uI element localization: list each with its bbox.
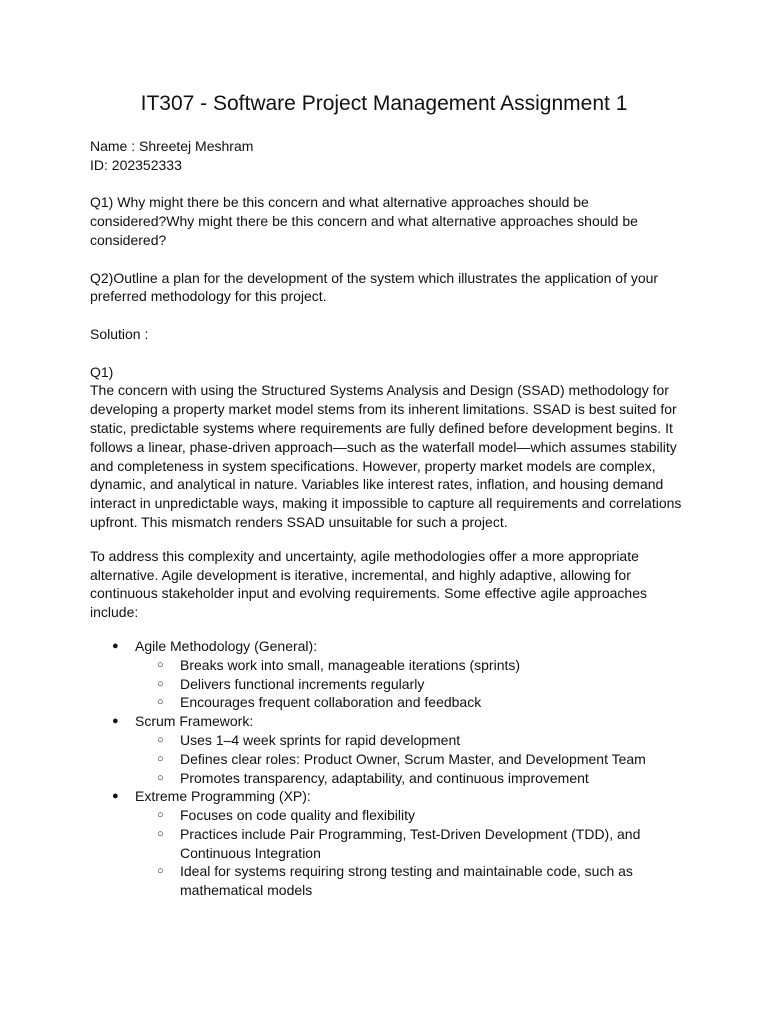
paragraph-line: include: bbox=[90, 604, 139, 621]
question-1 bbox=[90, 193, 680, 249]
hollow-bullet-icon: ○ bbox=[157, 658, 164, 671]
answer-1-paragraph-1 bbox=[90, 381, 680, 531]
paragraph-line: continuous stakeholder input and evolving requirements. Some effective agile approaches bbox=[90, 585, 647, 602]
student-id: ID: 202352333 bbox=[90, 156, 182, 173]
hollow-bullet-icon: ○ bbox=[157, 696, 164, 709]
question-2 bbox=[90, 269, 680, 307]
list-item-scrum bbox=[90, 712, 680, 787]
list-item-xp bbox=[90, 787, 680, 900]
hollow-bullet-icon: ○ bbox=[157, 865, 164, 878]
paragraph-line: interact in unpredictable ways, making it impossible to capture all requirements and correlations bbox=[90, 495, 682, 512]
sub-list-item-text: Encourages frequent collaboration and feedback bbox=[180, 694, 482, 711]
paragraph-line: dynamic, and analytical in nature. Variables like interest rates, inflation, and housing demand bbox=[90, 476, 664, 493]
sub-list-item bbox=[135, 806, 680, 825]
sub-list bbox=[135, 656, 680, 712]
sub-list-item-text: Promotes transparency, adaptability, and continuous improvement bbox=[180, 769, 589, 786]
filled-bullet-icon: ● bbox=[112, 639, 119, 652]
sub-list bbox=[135, 731, 680, 787]
sub-list-item-text: Focuses on code quality and flexibility bbox=[180, 807, 416, 824]
student-name: Name : Shreetej Meshram bbox=[90, 138, 254, 154]
sub-list-item bbox=[135, 862, 680, 900]
paragraph-line: static, predictable systems where requirements are fully defined before development begins. It bbox=[90, 419, 673, 436]
question-2-line: preferred methodology for this project. bbox=[90, 288, 327, 305]
document-body bbox=[90, 137, 680, 900]
paragraph-line: follows a linear, phase-driven approach—such as the waterfall model—which assumes stability bbox=[90, 438, 677, 455]
list-item-agile bbox=[90, 637, 680, 712]
answer-1-paragraph-2 bbox=[90, 547, 680, 622]
list-item-label: Scrum Framework: bbox=[135, 713, 254, 730]
sub-list-item-text: Defines clear roles: Product Owner, Scrum Master, and Development Team bbox=[180, 750, 646, 767]
paragraph-line: To address this complexity and uncertainty, agile methodologies offer a more appropriate bbox=[90, 547, 639, 564]
sub-list bbox=[135, 806, 680, 900]
filled-bullet-icon: ● bbox=[112, 790, 119, 803]
sub-list-item bbox=[135, 675, 680, 694]
paragraph-line: The concern with using the Structured Systems Analysis and Design (SSAD) methodology for bbox=[90, 382, 669, 399]
question-1-line: considered? bbox=[90, 231, 167, 248]
sub-list-item-text: Continuous Integration bbox=[180, 844, 321, 861]
sub-list-item bbox=[135, 656, 680, 675]
sub-list-item-text: Delivers functional increments regularly bbox=[180, 675, 425, 692]
hollow-bullet-icon: ○ bbox=[157, 827, 164, 840]
paragraph-line: developing a property market model stems from its inherent limitations. SSAD is best suited for bbox=[90, 401, 677, 418]
list-item-label: Extreme Programming (XP): bbox=[135, 788, 311, 805]
sub-list-item bbox=[135, 825, 680, 863]
list-item-label: Agile Methodology (General): bbox=[135, 637, 318, 654]
sub-list-item-text: Uses 1–4 week sprints for rapid development bbox=[180, 731, 461, 748]
paragraph-line: upfront. This mismatch renders SSAD unsuitable for such a project. bbox=[90, 513, 508, 530]
solution-label: Solution : bbox=[90, 325, 149, 342]
hollow-bullet-icon: ○ bbox=[157, 733, 164, 746]
sub-list-item bbox=[135, 750, 680, 769]
sub-list-item bbox=[135, 731, 680, 750]
question-1-line: considered?Why might there be this concern and what alternative approaches should be bbox=[90, 213, 638, 230]
hollow-bullet-icon: ○ bbox=[157, 809, 164, 822]
sub-list-item-text: mathematical models bbox=[180, 882, 313, 899]
filled-bullet-icon: ● bbox=[112, 715, 119, 728]
approaches-list bbox=[90, 637, 680, 900]
question-2-line: Q2)Outline a plan for the development of the system which illustrates the application of your bbox=[90, 269, 659, 286]
hollow-bullet-icon: ○ bbox=[157, 752, 164, 765]
sub-list-item-text: Practices include Pair Programming, Test-Driven Development (TDD), and bbox=[180, 825, 641, 842]
page-title: IT307 - Software Project Management Assignment 1 bbox=[140, 92, 628, 115]
sub-list-item-text: Ideal for systems requiring strong testing and maintainable code, such as bbox=[180, 863, 633, 880]
question-1-line: Q1) Why might there be this concern and what alternative approaches should be bbox=[90, 194, 589, 211]
hollow-bullet-icon: ○ bbox=[157, 771, 164, 784]
sub-list-item-text: Breaks work into small, manageable iterations (sprints) bbox=[180, 656, 521, 673]
paragraph-line: and completeness in system specifications. However, property market models are complex, bbox=[90, 457, 656, 474]
paragraph-line: alternative. Agile development is iterative, incremental, and highly adaptive, allowing for bbox=[90, 566, 631, 583]
sub-list-item bbox=[135, 693, 680, 712]
hollow-bullet-icon: ○ bbox=[157, 677, 164, 690]
sub-list-item bbox=[135, 769, 680, 788]
answer-1-label: Q1) bbox=[90, 363, 114, 380]
